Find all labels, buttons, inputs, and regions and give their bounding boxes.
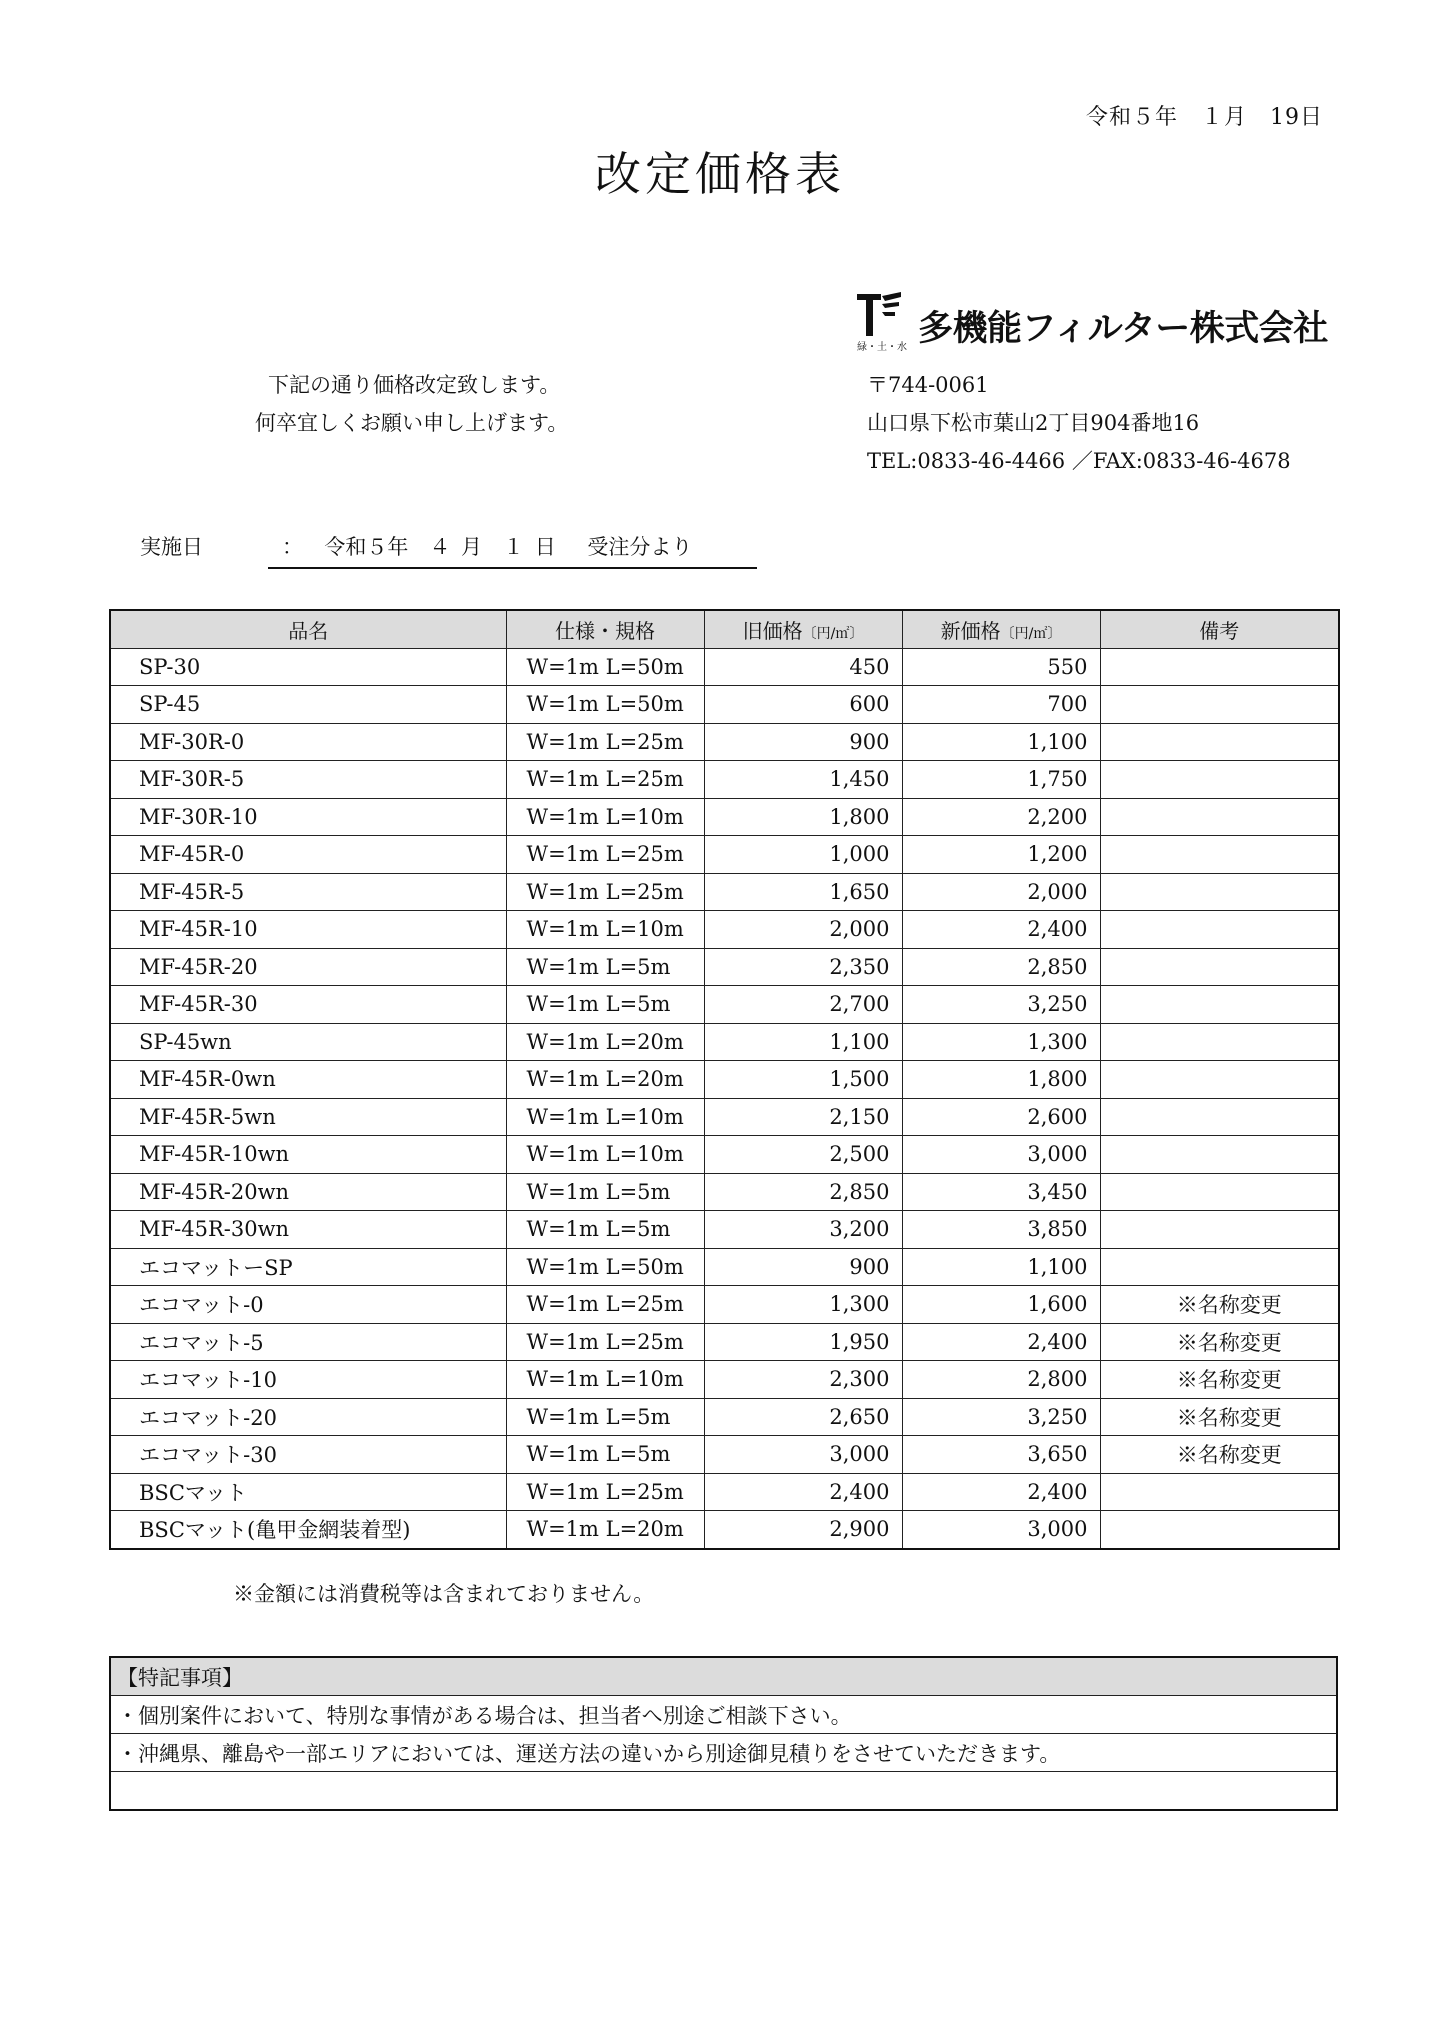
table-row [110,1398,1339,1436]
special-note-item: ・沖縄県、離島や一部エリアにおいては、運送方法の違いから別途御見積りをさせていただきます。 [110,1734,1337,1772]
special-note-row [110,1734,1337,1772]
remarks-cell [1100,1511,1339,1549]
old-price-cell: 1,300 [704,1286,902,1324]
spec-cell: W=1m L=25m [506,761,704,799]
product-name-cell: MF-30R-10 [110,798,506,836]
spec-cell: W=1m L=5m [506,1398,704,1436]
spec-cell: W=1m L=5m [506,1173,704,1211]
header-name: 品名 [110,610,506,648]
table-row [110,986,1339,1024]
header-old-price-unit: 〔円/㎡〕 [802,625,864,642]
table-row [110,1098,1339,1136]
old-price-cell: 2,300 [704,1361,902,1399]
old-price-cell: 2,500 [704,1136,902,1174]
new-price-cell: 3,850 [902,1211,1100,1249]
spec-cell: W=1m L=10m [506,798,704,836]
new-price-cell: 1,200 [902,836,1100,874]
product-name-cell: MF-45R-5wn [110,1098,506,1136]
remarks-cell [1100,948,1339,986]
product-name-cell: MF-45R-0wn [110,1061,506,1099]
table-row [110,1173,1339,1211]
table-row [110,648,1339,686]
remarks-cell [1100,1098,1339,1136]
spec-cell: W=1m L=10m [506,1361,704,1399]
price-table [109,609,1340,1550]
product-name-cell: BSCマット [110,1473,506,1511]
new-price-cell: 2,600 [902,1098,1100,1136]
remarks-cell [1100,1023,1339,1061]
product-name-cell: エコマット-0 [110,1286,506,1324]
product-name-cell: MF-45R-30wn [110,1211,506,1249]
remarks-cell [1100,986,1339,1024]
spec-cell: W=1m L=5m [506,1211,704,1249]
table-header-row [110,610,1339,648]
old-price-cell: 1,950 [704,1323,902,1361]
product-name-cell: MF-45R-0 [110,836,506,874]
product-name-cell: SP-45 [110,686,506,724]
old-price-cell: 600 [704,686,902,724]
spec-cell: W=1m L=50m [506,686,704,724]
remarks-cell: ※名称変更 [1100,1436,1339,1474]
table-row [110,1286,1339,1324]
table-row [110,1248,1339,1286]
spec-cell: W=1m L=25m [506,1286,704,1324]
table-row [110,1136,1339,1174]
special-note-row [110,1772,1337,1811]
old-price-cell: 450 [704,648,902,686]
company-logo [855,292,907,354]
old-price-cell: 2,150 [704,1098,902,1136]
new-price-cell: 2,200 [902,798,1100,836]
special-notes-table [109,1656,1338,1811]
postal-code: 〒744-0061 [867,373,989,397]
table-row [110,911,1339,949]
product-name-cell: エコマット-10 [110,1361,506,1399]
special-notes-header: 【特記事項】 [110,1657,1337,1696]
old-price-cell: 2,000 [704,911,902,949]
product-name-cell: エコマット-30 [110,1436,506,1474]
old-price-cell: 2,700 [704,986,902,1024]
remarks-cell [1100,1248,1339,1286]
remarks-cell [1100,873,1339,911]
old-price-cell: 900 [704,723,902,761]
tel-fax: TEL:0833-46-4466 ／FAX:0833-46-4678 [867,449,1291,473]
product-name-cell: エコマット-5 [110,1323,506,1361]
new-price-cell: 3,250 [902,1398,1100,1436]
old-price-cell: 2,650 [704,1398,902,1436]
new-price-cell: 2,000 [902,873,1100,911]
remarks-cell [1100,1061,1339,1099]
special-note-item [110,1772,1337,1811]
spec-cell: W=1m L=25m [506,836,704,874]
product-name-cell: MF-45R-30 [110,986,506,1024]
product-name-cell: MF-30R-5 [110,761,506,799]
product-name-cell: SP-45wn [110,1023,506,1061]
header-remarks: 備考 [1100,610,1339,648]
table-row [110,1361,1339,1399]
old-price-cell: 900 [704,1248,902,1286]
remarks-cell [1100,1211,1339,1249]
spec-cell: W=1m L=20m [506,1023,704,1061]
effective-date-value: ： 令和５年 ４ 月 １ 日 受注分より [268,531,757,569]
new-price-cell: 1,100 [902,1248,1100,1286]
table-row [110,1511,1339,1549]
greeting-line-1: 下記の通り価格改定致します。 [268,373,561,397]
company-name: 多機能フィルター株式会社 [918,309,1328,349]
new-price-cell: 1,800 [902,1061,1100,1099]
spec-cell: W=1m L=50m [506,1248,704,1286]
new-price-cell: 3,650 [902,1436,1100,1474]
product-name-cell: MF-45R-5 [110,873,506,911]
remarks-cell [1100,1136,1339,1174]
new-price-cell: 2,400 [902,911,1100,949]
new-price-cell: 3,250 [902,986,1100,1024]
spec-cell: W=1m L=5m [506,948,704,986]
old-price-cell: 2,900 [704,1511,902,1549]
header-new-price [902,610,1100,648]
header-new-price-label: 新価格 [940,618,1001,643]
new-price-cell: 1,300 [902,1023,1100,1061]
spec-cell: W=1m L=10m [506,1136,704,1174]
new-price-cell: 3,450 [902,1173,1100,1211]
table-row [110,723,1339,761]
spec-cell: W=1m L=25m [506,1323,704,1361]
old-price-cell: 1,650 [704,873,902,911]
remarks-cell: ※名称変更 [1100,1361,1339,1399]
product-name-cell: MF-45R-20 [110,948,506,986]
greeting-line-2: 何卒宜しくお願い申し上げます。 [255,411,569,435]
table-row [110,761,1339,799]
table-row [110,873,1339,911]
table-row [110,798,1339,836]
product-name-cell: MF-45R-10 [110,911,506,949]
remarks-cell [1100,723,1339,761]
new-price-cell: 1,600 [902,1286,1100,1324]
header-old-price-label: 旧価格 [742,618,803,643]
remarks-cell [1100,761,1339,799]
remarks-cell [1100,686,1339,724]
remarks-cell [1100,911,1339,949]
remarks-cell: ※名称変更 [1100,1398,1339,1436]
company-address: 山口県下松市葉山2丁目904番地16 [867,411,1200,435]
old-price-cell: 2,400 [704,1473,902,1511]
table-row [110,686,1339,724]
table-row [110,1436,1339,1474]
new-price-cell: 700 [902,686,1100,724]
remarks-cell: ※名称変更 [1100,1286,1339,1324]
new-price-cell: 2,800 [902,1361,1100,1399]
new-price-cell: 2,400 [902,1473,1100,1511]
old-price-cell: 2,350 [704,948,902,986]
table-row [110,1211,1339,1249]
table-row [110,948,1339,986]
spec-cell: W=1m L=25m [506,723,704,761]
special-note-item: ・個別案件において、特別な事情がある場合は、担当者へ別途ご相談下さい。 [110,1696,1337,1734]
old-price-cell: 1,000 [704,836,902,874]
header-spec: 仕様・規格 [506,610,704,648]
product-name-cell: SP-30 [110,648,506,686]
old-price-cell: 1,500 [704,1061,902,1099]
spec-cell: W=1m L=10m [506,911,704,949]
spec-cell: W=1m L=20m [506,1511,704,1549]
remarks-cell [1100,1173,1339,1211]
remarks-cell [1100,648,1339,686]
spec-cell: W=1m L=5m [506,986,704,1024]
header-old-price [704,610,902,648]
new-price-cell: 1,750 [902,761,1100,799]
table-row [110,1061,1339,1099]
new-price-cell: 3,000 [902,1511,1100,1549]
spec-cell: W=1m L=10m [506,1098,704,1136]
spec-cell: W=1m L=20m [506,1061,704,1099]
spec-cell: W=1m L=5m [506,1436,704,1474]
remarks-cell [1100,836,1339,874]
spec-cell: W=1m L=25m [506,1473,704,1511]
old-price-cell: 3,000 [704,1436,902,1474]
special-notes-header-row [110,1657,1337,1696]
new-price-cell: 550 [902,648,1100,686]
old-price-cell: 3,200 [704,1211,902,1249]
old-price-cell: 1,100 [704,1023,902,1061]
table-row [110,1323,1339,1361]
table-row [110,1023,1339,1061]
old-price-cell: 1,800 [704,798,902,836]
page-title: 改定価格表 [595,147,845,201]
document-date: 令和５年 １月 19日 [1086,105,1323,130]
product-name-cell: MF-30R-0 [110,723,506,761]
spec-cell: W=1m L=25m [506,873,704,911]
product-name-cell: エコマットーSP [110,1248,506,1286]
remarks-cell [1100,1473,1339,1511]
special-note-row [110,1696,1337,1734]
product-name-cell: MF-45R-20wn [110,1173,506,1211]
spec-cell: W=1m L=50m [506,648,704,686]
product-name-cell: MF-45R-10wn [110,1136,506,1174]
price-table-body [110,648,1339,1549]
old-price-cell: 2,850 [704,1173,902,1211]
header-new-price-unit: 〔円/㎡〕 [1000,625,1062,642]
new-price-cell: 2,850 [902,948,1100,986]
old-price-cell: 1,450 [704,761,902,799]
remarks-cell: ※名称変更 [1100,1323,1339,1361]
product-name-cell: BSCマット(亀甲金網装着型) [110,1511,506,1549]
effective-date-label: 実施日 [140,535,203,559]
table-row [110,836,1339,874]
remarks-cell [1100,798,1339,836]
new-price-cell: 2,400 [902,1323,1100,1361]
table-row [110,1473,1339,1511]
product-name-cell: エコマット-20 [110,1398,506,1436]
new-price-cell: 1,100 [902,723,1100,761]
svg-text:緑・土・水: 緑・土・水 [857,342,907,353]
tax-note: ※金額には消費税等は含まれておりません。 [233,1582,655,1606]
new-price-cell: 3,000 [902,1136,1100,1174]
